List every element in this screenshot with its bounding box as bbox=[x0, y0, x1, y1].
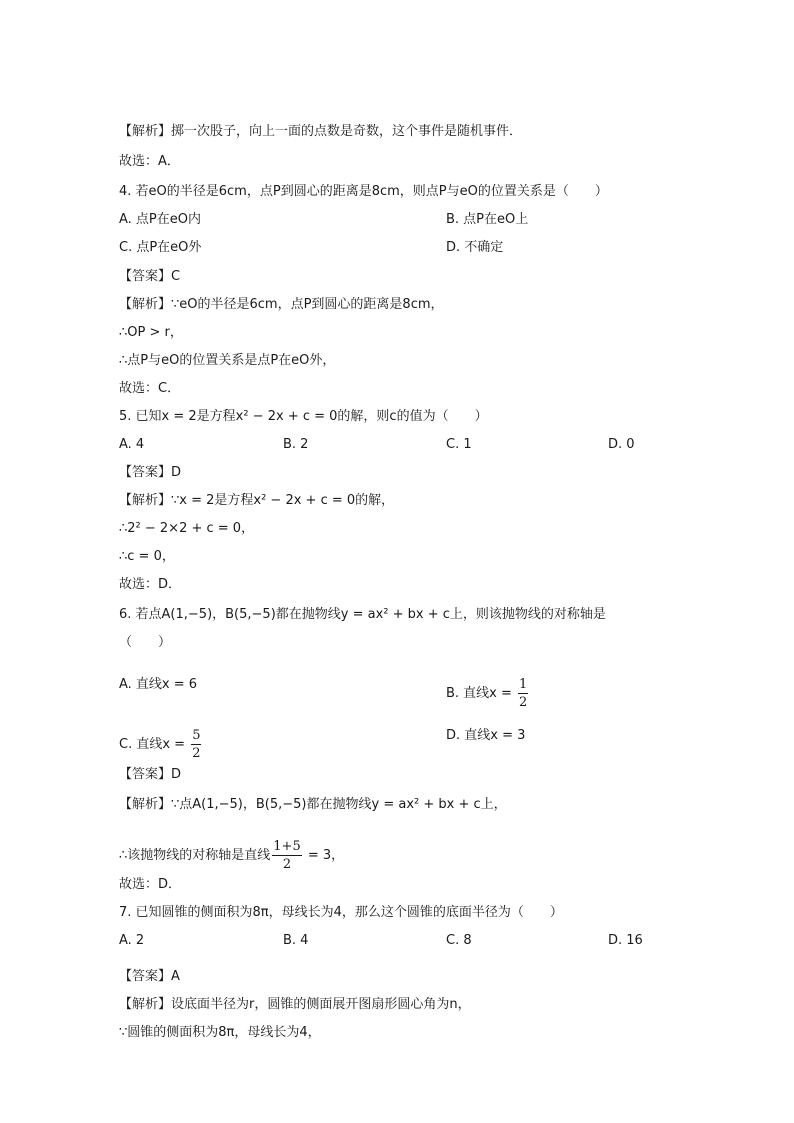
option-7d: D. 16 bbox=[608, 933, 643, 948]
fraction: $\frac{1+5}{2}$ bbox=[273, 839, 301, 872]
question-6-paren: （ ） bbox=[119, 635, 172, 650]
option-6c: C. 直线x = $\frac{5}{2}$ bbox=[119, 728, 201, 761]
explanation-line: ∴OP > r， bbox=[119, 325, 183, 340]
explanation-line: 【解析】∵点A(1,−5)，B(5,−5)都在抛物线y = ax² + bx + c上， bbox=[119, 797, 507, 812]
option-5d: D. 0 bbox=[608, 437, 635, 452]
explanation-line: ∴该抛物线的对称轴是直线 $\frac{1+5}{2}$ = 3， bbox=[119, 839, 345, 872]
answer-4: 【答案】C bbox=[119, 269, 181, 284]
answer-6: 【答案】D bbox=[119, 767, 182, 782]
explanation-line: ∴2² − 2×2 + c = 0， bbox=[119, 521, 255, 536]
choice-line: 故选：D． bbox=[119, 877, 182, 892]
option-4a: A. 点P在eO内 bbox=[119, 212, 201, 227]
explanation-line: 【解析】设底面半径为r，圆锥的侧面展开图扇形圆心角为n， bbox=[119, 997, 471, 1012]
fraction: $\frac{5}{2}$ bbox=[192, 728, 201, 761]
option-7c: C. 8 bbox=[446, 933, 472, 948]
choice-line: 故选：C． bbox=[119, 381, 181, 396]
question-6: 6. 若点A(1,−5)，B(5,−5)都在抛物线y = ax² + bx + c上，则该抛物线的对称轴是 bbox=[119, 607, 606, 622]
option-5a: A. 4 bbox=[119, 437, 145, 452]
explanation-line: 【解析】∵eO的半径是6cm，点P到圆心的距离是8cm， bbox=[119, 297, 444, 312]
option-5c: C. 1 bbox=[446, 437, 472, 452]
explanation-line: 【解析】∵x = 2是方程x² − 2x + c = 0的解， bbox=[119, 493, 395, 508]
choice-line: 故选：D． bbox=[119, 577, 182, 592]
option-4b: B. 点P在eO上 bbox=[446, 212, 529, 227]
option-5b: B. 2 bbox=[283, 437, 309, 452]
explanation-line: 【解析】掷一次股子，向上一面的点数是奇数，这个事件是随机事件． bbox=[119, 124, 523, 139]
question-7: 7. 已知圆锥的侧面积为8π，母线长为4，那么这个圆锥的底面半径为（ ） bbox=[119, 905, 563, 920]
question-4: 4. 若eO的半径是6cm，点P到圆心的距离是8cm，则点P与eO的位置关系是（ ） bbox=[119, 184, 608, 199]
option-6d: D. 直线x = 3 bbox=[446, 728, 526, 743]
option-6a: A. 直线x = 6 bbox=[119, 677, 198, 692]
option-4d: D. 不确定 bbox=[446, 240, 504, 255]
option-7b: B. 4 bbox=[283, 933, 309, 948]
explanation-line: ∵圆锥的侧面积为8π，母线长为4， bbox=[119, 1025, 321, 1040]
explanation-line: ∴点P与eO的位置关系是点P在eO外， bbox=[119, 353, 336, 368]
answer-5: 【答案】D bbox=[119, 465, 182, 480]
option-4c: C. 点P在eO外 bbox=[119, 240, 202, 255]
fraction: $\frac{1}{2}$ bbox=[519, 677, 528, 710]
option-7a: A. 2 bbox=[119, 933, 145, 948]
answer-7: 【答案】A bbox=[119, 969, 180, 984]
option-6b: B. 直线x = $\frac{1}{2}$ bbox=[446, 677, 528, 710]
choice-line: 故选：A． bbox=[119, 154, 180, 169]
explanation-line: ∴c = 0， bbox=[119, 549, 175, 564]
question-5: 5. 已知x = 2是方程x² − 2x + c = 0的解，则c的值为（ ） bbox=[119, 409, 488, 424]
